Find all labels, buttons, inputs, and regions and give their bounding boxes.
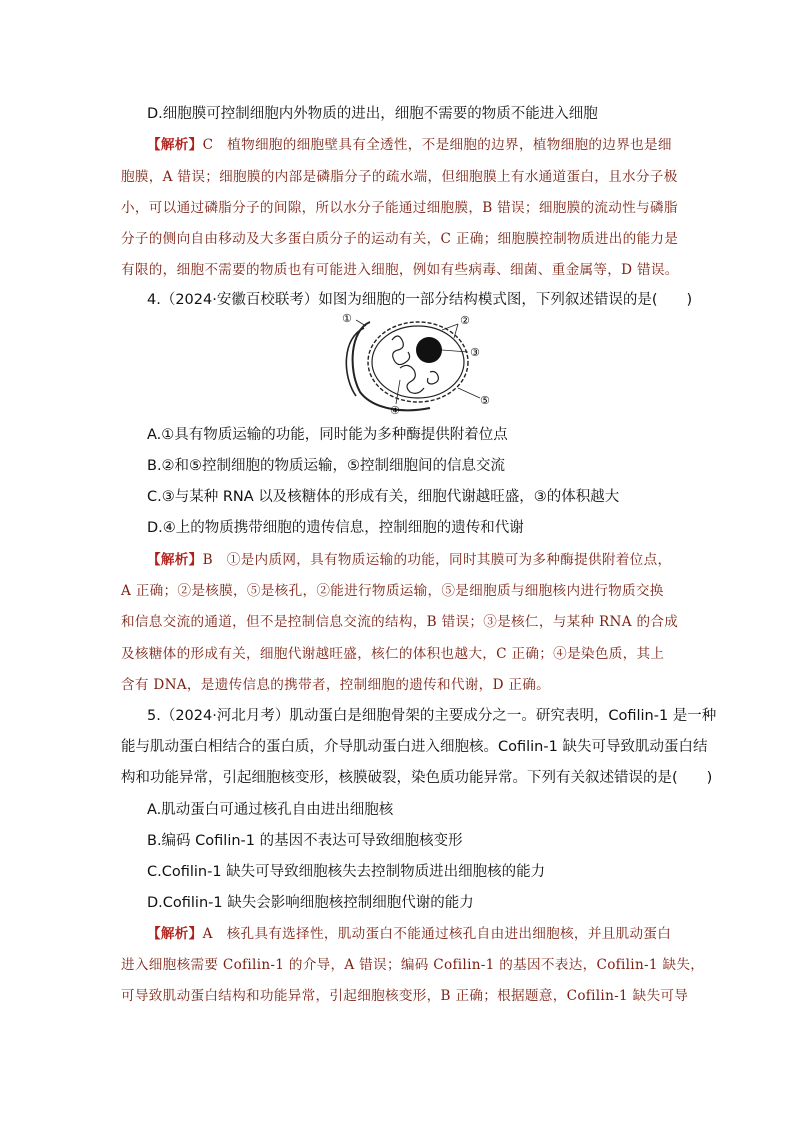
- line-text: 可导致肌动蛋白结构和功能异常，引起细胞核变形，B 正确；根据题意，Cofilin-1 缺失可导: [121, 988, 689, 1004]
- line-text: 胞膜，A 错误；细胞膜的内部是磷脂分子的疏水端，但细胞膜上有水通道蛋白，且水分子极: [121, 169, 678, 185]
- question-line: [147, 800, 393, 820]
- question-line: [147, 104, 598, 124]
- question-line: [147, 893, 474, 913]
- analysis-tag: 【解析】: [147, 552, 203, 568]
- line-text: 分子的侧向自由移动及大多蛋白质分子的运动有关，C 正确；细胞膜控制物质进出的能力是: [121, 231, 679, 247]
- label-2: ②: [460, 314, 470, 327]
- line-text: B.编码 Cofilin-1 的基因不表达可导致细胞核变形: [147, 833, 463, 849]
- line-text: D.Cofilin-1 缺失会影响细胞核控制细胞代谢的能力: [147, 895, 474, 911]
- line-text: 能与肌动蛋白相结合的蛋白质，介导肌动蛋白进入细胞核。Cofilin-1 缺失可导致肌动蛋白结: [121, 739, 708, 755]
- question-line: [147, 862, 545, 882]
- question-line: [147, 831, 463, 851]
- question-line: [147, 456, 505, 476]
- cell-structure-diagram: [330, 310, 500, 415]
- leader-2a: [442, 324, 458, 330]
- label-5: ⑤: [480, 394, 490, 407]
- line-text: C.③与某种 RNA 以及核糖体的形成有关，细胞代谢越旺盛，③的体积越大: [147, 489, 620, 505]
- line-text: 及核糖体的形成有关，细胞代谢越旺盛，核仁的体积也越大，C 正确；④是染色质，其上: [121, 646, 665, 662]
- line-text: 5.（2024·河北月考）肌动蛋白是细胞骨架的主要成分之一。研究表明，Cofilin-1 是一种: [147, 708, 717, 724]
- er-outer-path: [353, 322, 430, 410]
- question-line: [147, 518, 524, 538]
- line-text: C 植物细胞的细胞壁具有全透性，不是细胞的边界，植物细胞的边界也是细: [202, 137, 672, 153]
- analysis-line: [121, 612, 678, 632]
- label-4: ④: [390, 404, 400, 415]
- analysis-line: [121, 986, 688, 1006]
- line-text: A 正确；②是核膜，⑤是核孔，②能进行物质运输，⑤是细胞质与细胞核内进行物质交换: [121, 583, 664, 599]
- analysis-line: [121, 675, 550, 695]
- question-line: [147, 706, 716, 726]
- line-text: 和信息交流的通道，但不是控制信息交流的结构，B 错误；③是核仁，与某种 RNA 的合成: [121, 614, 679, 630]
- question-line: [147, 290, 692, 310]
- line-text: 有限的，细胞不需要的物质也有可能进入细胞，例如有些病毒、细菌、重金属等，D 错误。: [121, 262, 679, 278]
- analysis-line: [147, 135, 672, 155]
- analysis-tag: 【解析】: [147, 137, 203, 153]
- leader-3: [442, 350, 468, 352]
- analysis-line: [121, 229, 678, 249]
- leader-5: [458, 388, 480, 398]
- line-text: D.细胞膜可控制细胞内外物质的进出，细胞不需要的物质不能进入细胞: [147, 106, 598, 122]
- leader-1: [356, 320, 366, 326]
- line-text: 含有 DNA，是遗传信息的携带者，控制细胞的遗传和代谢，D 正确。: [121, 677, 551, 693]
- nuclear-envelope: [368, 322, 468, 402]
- line-text: D.④上的物质携带细胞的遗传信息，控制细胞的遗传和代谢: [147, 520, 524, 536]
- line-text: 进入细胞核需要 Cofilin-1 的介导，A 错误；编码 Cofilin-1 的基因不表达，Cofilin-1 缺失，: [121, 957, 705, 973]
- chromatin-3: [428, 372, 439, 385]
- line-text: C.Cofilin-1 缺失可导致细胞核失去控制物质进出细胞核的能力: [147, 864, 546, 880]
- line-text: B ①是内质网，具有物质运输的功能，同时其膜可为多种酶提供附着位点，: [202, 552, 672, 568]
- question-line: [147, 425, 508, 445]
- line-text: 构和功能异常，引起细胞核变形，核膜破裂，染色质功能异常。下列有关叙述错误的是( ): [121, 770, 713, 786]
- question-line: [121, 768, 712, 788]
- chromatin: [392, 336, 410, 365]
- line-text: A 核孔具有选择性，肌动蛋白不能通过核孔自由进出细胞核，并且肌动蛋白: [202, 926, 672, 942]
- leader-4: [396, 380, 400, 404]
- analysis-line: [121, 260, 679, 280]
- nucleolus: [416, 337, 442, 363]
- analysis-tag: 【解析】: [147, 926, 203, 942]
- analysis-line: [121, 581, 664, 601]
- question-line: [147, 487, 619, 507]
- line-text: 小，可以通过磷脂分子的间隙，所以水分子能通过细胞膜，B 错误；细胞膜的流动性与磷脂: [121, 200, 678, 216]
- question-line: [121, 737, 707, 757]
- analysis-line: [121, 198, 678, 218]
- analysis-line: [121, 644, 664, 664]
- line-text: A.①具有物质运输的功能，同时能为多种酶提供附着位点: [147, 427, 508, 443]
- analysis-line: [121, 167, 678, 187]
- nuclear-envelope-inner: [372, 326, 464, 398]
- cell-diagram-svg: [330, 310, 500, 415]
- line-text: B.②和⑤控制细胞的物质运输，⑤控制细胞间的信息交流: [147, 458, 506, 474]
- line-text: A.肌动蛋白可通过核孔自由进出细胞核: [147, 802, 394, 818]
- label-1: ①: [342, 312, 352, 325]
- chromatin-2: [400, 365, 424, 393]
- analysis-line: [147, 924, 671, 944]
- line-text: 4.（2024·安徽百校联考）如图为细胞的一部分结构模式图，下列叙述错误的是( ): [147, 292, 693, 308]
- label-3: ③: [470, 346, 480, 359]
- analysis-line: [147, 550, 671, 570]
- analysis-line: [121, 955, 704, 975]
